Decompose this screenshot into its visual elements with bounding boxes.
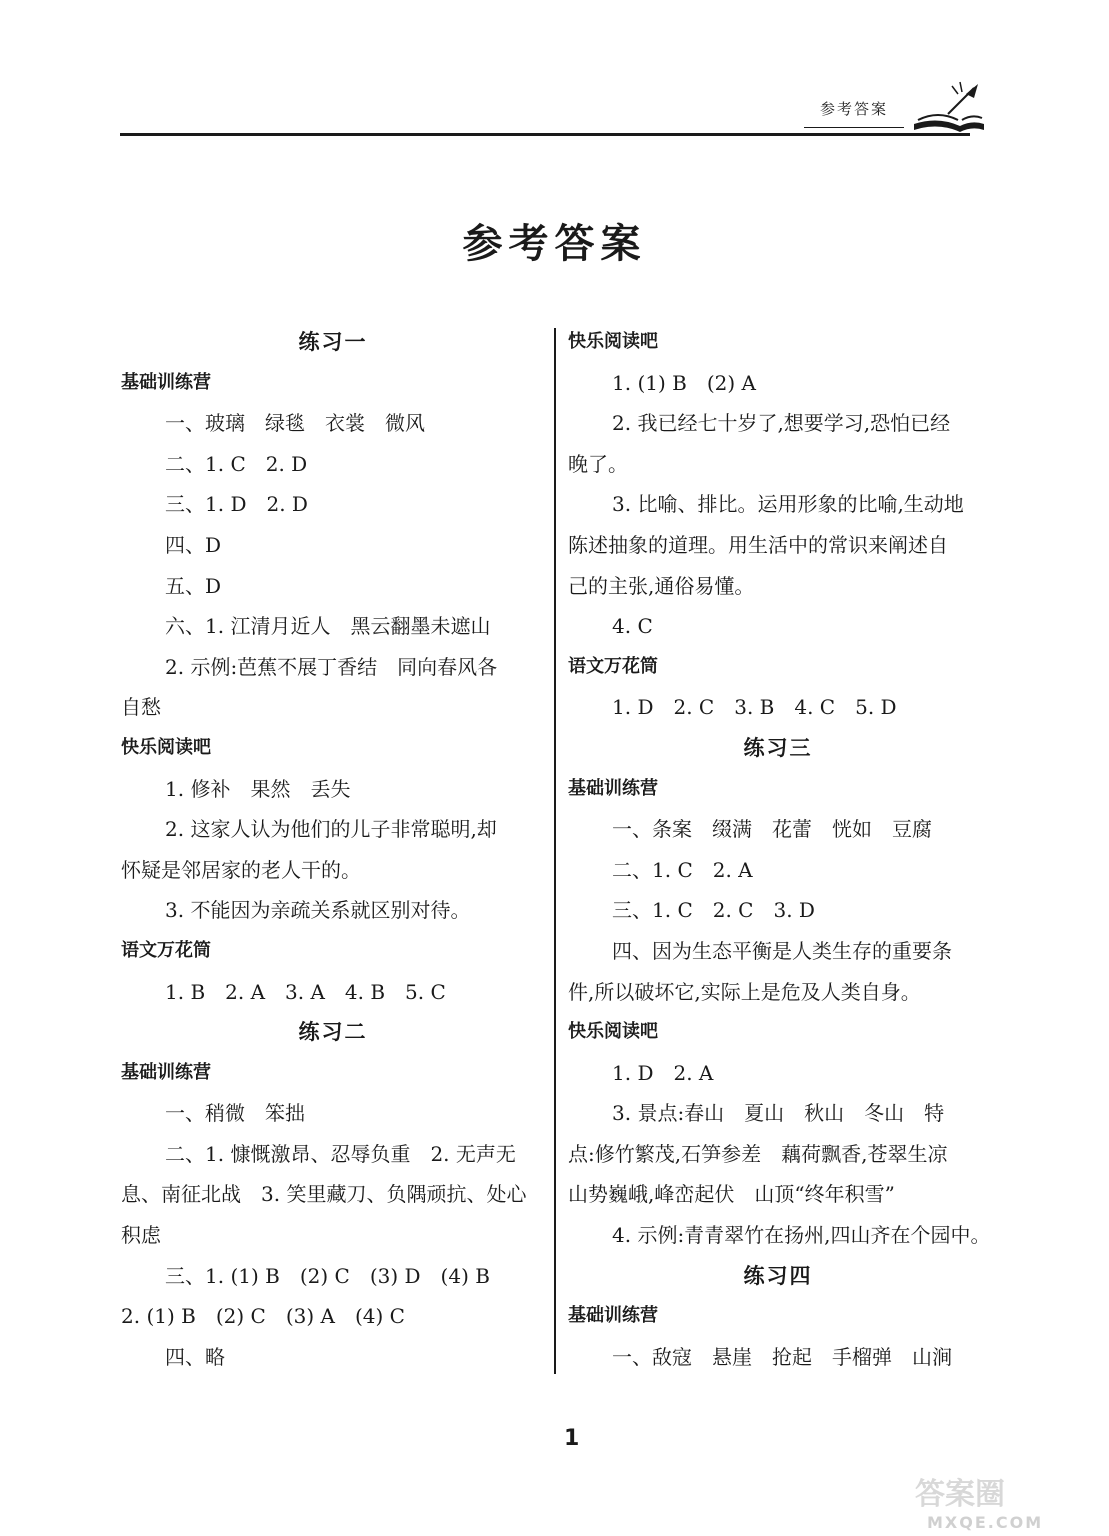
exercise-heading: 练习二 <box>298 1020 368 1045</box>
section-heading: 基础训练营 <box>568 777 658 799</box>
answer-line: 4. C <box>612 614 653 639</box>
answer-line: 2. (1) B (2) C (3) A (4) C <box>121 1304 405 1329</box>
page-number: 1 <box>564 1426 580 1451</box>
answer-line: 一、条案 缀满 花蕾 恍如 豆腐 <box>612 817 932 842</box>
answer-line: 1. D 2. C 3. B 4. C 5. D <box>612 695 897 720</box>
section-heading: 语文万花筒 <box>568 655 658 677</box>
section-heading: 基础训练营 <box>121 371 211 393</box>
answer-line: 怀疑是邻居家的老人干的。 <box>121 857 361 882</box>
answer-line: 一、稍微 笨拙 <box>165 1101 305 1126</box>
header-tag-underline <box>804 127 904 128</box>
right-column <box>568 322 991 1377</box>
section-heading: 基础训练营 <box>568 1305 658 1327</box>
answer-line: 三、1. (1) B (2) C (3) D (4) B <box>165 1263 490 1288</box>
answer-line: 二、1. 慷慨激昂、忍辱负重 2. 无声无 <box>165 1141 516 1166</box>
answer-line: 3. 不能因为亲疏关系就区别对待。 <box>165 898 471 923</box>
answer-line: 四、略 <box>165 1344 225 1369</box>
answer-line: 陈述抽象的道理。用生活中的常识来阐述自 <box>568 532 948 557</box>
answer-line: 己的主张,通俗易懂。 <box>568 573 755 598</box>
answer-line: 三、1. D 2. D <box>165 492 308 517</box>
answer-line: 1. (1) B (2) A <box>612 370 756 395</box>
section-heading: 快乐阅读吧 <box>568 331 658 352</box>
answer-line: 六、1. 江清月近人 黑云翻墨未遮山 <box>165 614 491 639</box>
answer-line: 3. 比喻、排比。运用形象的比喻,生动地 <box>612 492 964 517</box>
answer-line: 山势巍峨,峰峦起伏 山顶“终年积雪” <box>568 1182 895 1207</box>
header-rule <box>120 133 970 136</box>
section-heading: 快乐阅读吧 <box>121 736 211 758</box>
answer-line: 四、因为生态平衡是人类生存的重要条 <box>612 938 952 963</box>
answer-line: 点:修竹繁茂,石笋参差 藕荷飘香,苍翠生凉 <box>568 1141 948 1166</box>
watermark-logo <box>905 1470 1095 1532</box>
answer-line: 1. 修补 果然 丢失 <box>165 776 351 801</box>
answer-line: 2. 示例:芭蕉不展丁香结 同向春风各 <box>165 654 498 679</box>
answer-line: 4. 示例:青青翠竹在扬州,四山齐在个园中。 <box>612 1223 991 1248</box>
answer-line: 积虑 <box>121 1223 161 1248</box>
exercise-heading: 练习四 <box>743 1263 813 1288</box>
answer-line: 2. 这家人认为他们的儿子非常聪明,却 <box>165 817 497 842</box>
book-quill-icon <box>908 80 988 136</box>
page-title: 参考答案 <box>462 221 647 267</box>
answer-line: 自愁 <box>121 695 161 720</box>
section-heading: 快乐阅读吧 <box>568 1021 658 1043</box>
exercise-heading: 练习一 <box>298 330 368 354</box>
left-column <box>121 322 545 1377</box>
watermark-text: 答案圈 <box>915 1477 1005 1512</box>
exercise-heading: 练习三 <box>743 735 813 760</box>
answer-line: 1. B 2. A 3. A 4. B 5. C <box>165 979 446 1004</box>
header-tag: 参考答案 <box>820 100 889 118</box>
answer-line: 息、南征北战 3. 笑里藏刀、负隅顽抗、处心 <box>121 1182 527 1207</box>
answer-line: 3. 景点:春山 夏山 秋山 冬山 特 <box>612 1101 945 1126</box>
answer-line: 件,所以破坏它,实际上是危及人类自身。 <box>568 979 921 1004</box>
answer-line: 二、1. C 2. A <box>612 857 753 882</box>
answer-line: 一、敌寇 悬崖 抢起 手榴弹 山涧 <box>612 1344 952 1369</box>
watermark-url: MXQE.COM <box>927 1513 1044 1532</box>
answer-line: 五、D <box>165 573 222 598</box>
section-heading: 基础训练营 <box>121 1061 211 1083</box>
answer-line: 2. 我已经七十岁了,想要学习,恐怕已经 <box>612 411 951 436</box>
column-divider <box>554 328 556 1374</box>
answer-line: 三、1. C 2. C 3. D <box>612 898 815 923</box>
answer-line: 晚了。 <box>568 451 628 476</box>
answer-line: 一、玻璃 绿毯 衣裳 微风 <box>165 411 425 436</box>
answer-line: 二、1. C 2. D <box>165 451 308 476</box>
answer-line: 四、D <box>165 532 222 557</box>
section-heading: 语文万花筒 <box>121 939 211 961</box>
answer-line: 1. D 2. A <box>612 1060 714 1085</box>
